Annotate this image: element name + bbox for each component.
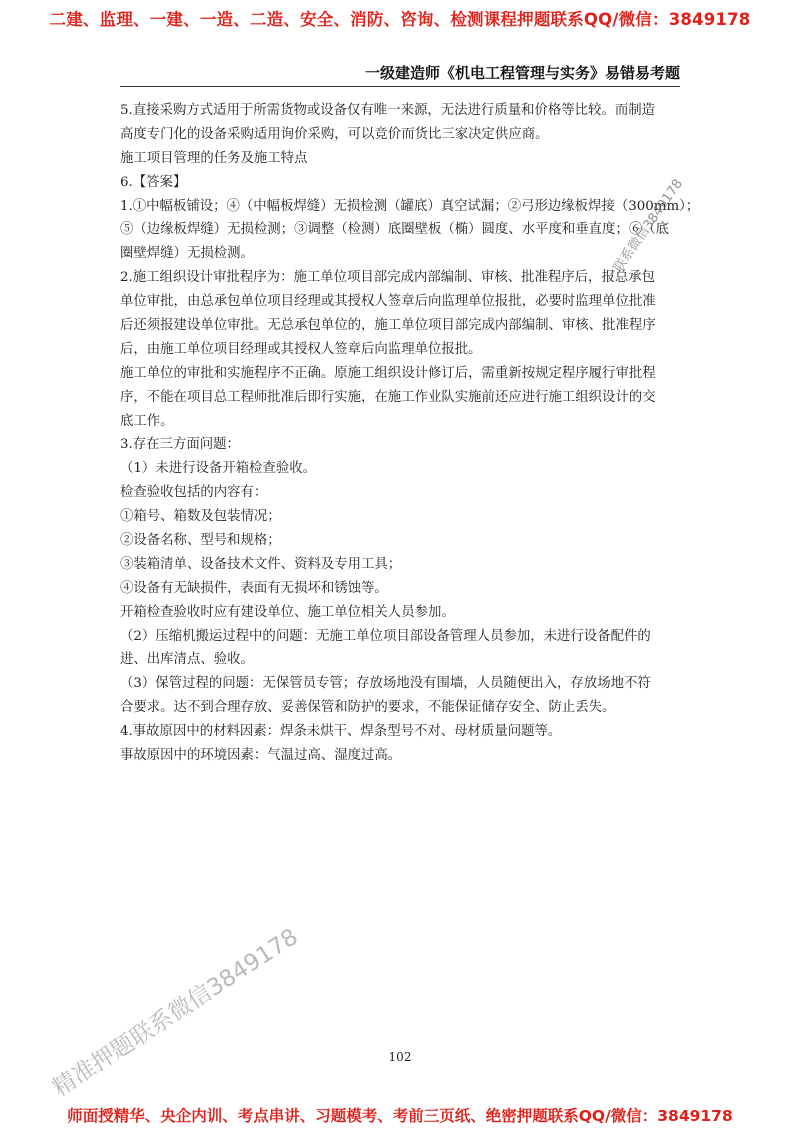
- answer-heading: 6.【答案】: [120, 174, 187, 190]
- text-line: （1）未进行设备开箱检查验收。: [120, 461, 316, 477]
- text-line: 4.事故原因中的材料因素：焊条未烘干、焊条型号不对、母材质量问题等。: [120, 724, 562, 740]
- text-line: 底工作。: [120, 413, 174, 429]
- list-item: ①箱号、箱数及包装情况；: [120, 509, 281, 525]
- watermark-right: 一联系微信3849178: [603, 176, 687, 286]
- page-number: 102: [388, 1050, 412, 1064]
- list-item: ②设备名称、型号和规格；: [120, 533, 281, 549]
- watermark-left: 精准押题联系微信3849178: [48, 924, 303, 1102]
- text-line: 1.①中幅板铺设；④（中幅板焊缝）无损检测（罐底）真空试漏；②弓形边缘板焊接（300mm）；: [120, 198, 700, 214]
- text-line: 进、出库清点、验收。: [120, 652, 254, 668]
- document-body: [120, 99, 700, 768]
- text-line: 单位审批，由总承包单位项目经理或其授权人签章后向监理单位报批，必要时监理单位批准: [120, 294, 656, 310]
- text-line: 后还须报建设单位审批。无总承包单位的，施工单位项目部完成内部编制、审核、批准程序: [120, 318, 656, 334]
- text-line: （2）压缩机搬运过程中的问题：无施工单位项目部设备管理人员参加，未进行设备配件的: [120, 628, 651, 644]
- text-line: 后，由施工单位项目经理或其授权人签章后向监理单位报批。: [120, 341, 482, 357]
- text-line: 5.直接采购方式适用于所需货物或设备仅有唯一来源，无法进行质量和价格等比较。而制造: [120, 103, 656, 118]
- section-heading: 施工项目管理的任务及施工特点: [120, 150, 308, 166]
- text-line: 合要求。达不到合理存放、妥善保管和防护的要求，不能保证储存安全、防止丢失。: [120, 700, 616, 716]
- bottom-banner: 师面授精华、央企内训、考点串讲、习题模考、考前三页纸、绝密押题联系QQ/微信：3849178: [67, 1107, 733, 1125]
- top-banner: 二建、监理、一建、一造、二造、安全、消防、咨询、检测课程押题联系QQ/微信：3849178: [49, 10, 751, 29]
- text-line: ⑤（边缘板焊缝）无损检测；③调整（检测）底圈壁板（椭）圆度、水平度和垂直度；⑥（底: [120, 222, 670, 238]
- text-line: 施工单位的审批和实施程序不正确。原施工组织设计修订后，需重新按规定程序履行审批程: [120, 365, 656, 381]
- text-line: 3.存在三方面问题：: [120, 437, 240, 453]
- text-line: 开箱检查验收时应有建设单位、施工单位相关人员参加。: [120, 604, 455, 620]
- text-line: 序，不能在项目总工程师批准后即行实施，在施工作业队实施前还应进行施工组织设计的交: [120, 389, 656, 405]
- page-header-title: 一级建造师《机电工程管理与实务》易错易考题: [364, 64, 680, 82]
- text-line: 圈壁焊缝）无损检测。: [120, 246, 254, 262]
- list-item: ④设备有无缺损件，表面有无损坏和锈蚀等。: [120, 580, 388, 596]
- header-divider: [120, 86, 680, 87]
- text-line: （3）保管过程的问题：无保管员专管；存放场地没有围墙，人员随便出入，存放场地不符: [120, 676, 651, 692]
- text-line: 事故原因中的环境因素：气温过高、湿度过高。: [120, 748, 402, 764]
- text-line: 高度专门化的设备采购适用询价采购，可以竞价而货比三家决定供应商。: [120, 126, 549, 142]
- text-line: 2.施工组织设计审批程序为：施工单位项目部完成内部编制、审核、批准程序后，报总承包: [120, 270, 656, 286]
- list-item: ③装箱清单、设备技术文件、资料及专用工具；: [120, 556, 402, 572]
- text-line: 检查验收包括的内容有：: [120, 485, 268, 501]
